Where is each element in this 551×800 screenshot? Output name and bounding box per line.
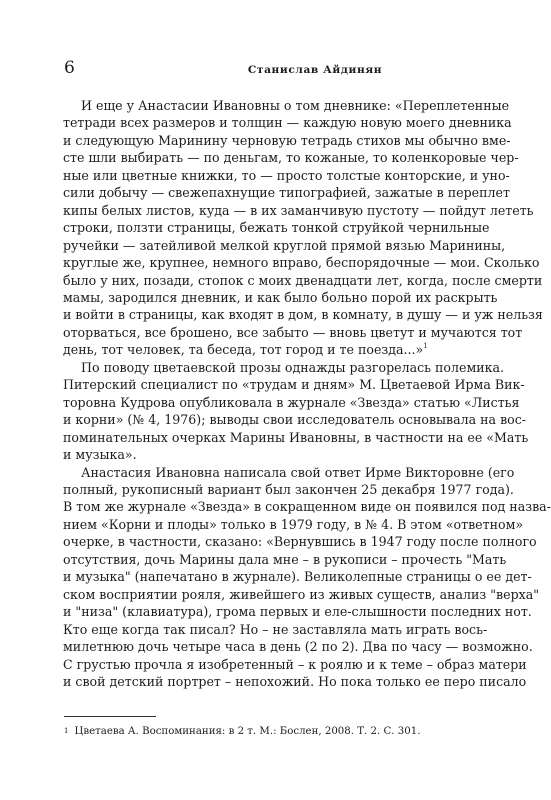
text-line: и следующую Маринину черновую тетрадь стихов мы обычно вме- bbox=[63, 132, 511, 148]
text-line: и музыка». bbox=[63, 447, 137, 463]
running-head: Станислав Айдинян bbox=[247, 64, 383, 76]
text-line: Питерский специалист по «трудам и дням» М. Цветаевой Ирма Вик- bbox=[63, 377, 525, 393]
text-line: и "низа" (клавиатура), грома первых и еле-слышности последних нот. bbox=[63, 604, 532, 620]
text-line: тетради всех размеров и толщин — каждую новую моего дневника bbox=[63, 115, 512, 131]
text-line: поминательных очерках Марины Ивановны, в частности на ее «Мать bbox=[63, 429, 529, 445]
text-line: ные или цветные книжки, то — просто толстые конторские, и уно- bbox=[63, 167, 510, 183]
text-line: оторваться, все брошено, все забыто — вновь цветут и мучаются тот bbox=[63, 324, 523, 340]
text-line: И еще у Анастасии Ивановны о том дневнике: «Переплетенные bbox=[81, 98, 510, 113]
footnote-text: Цветаева А. Воспоминания: в 2 т. М.: Бослен, 2008. Т. 2. С. 301. bbox=[74, 726, 421, 737]
text-line: ском восприятии рояля, живейшего из живых существ, анализ "верха" bbox=[63, 586, 540, 602]
footnote-reference[interactable]: 1 bbox=[423, 342, 428, 351]
text-line: и свой детский портрет – непохожий. Но пока только ее перо писало bbox=[63, 673, 527, 689]
text-line: Кто еще когда так писал? Но – не заставляла мать играть вось- bbox=[63, 621, 488, 637]
text-line: отсутствия, дочь Марины дала мне – в рукописи – прочесть "Мать bbox=[63, 551, 507, 567]
text-line: строки, ползти страницы, бежать тонкой струйкой чернильные bbox=[63, 220, 490, 236]
text-line: сили добычу — свежепахнущие типографией, зажатые в переплет bbox=[63, 185, 510, 201]
text-line: день, тот человек, та беседа, тот город и те поезда...» bbox=[63, 342, 424, 358]
page-number: 6 bbox=[64, 58, 75, 78]
text-line: и корни» (№ 4, 1976); выводы свои исследователь основывала на вос- bbox=[63, 412, 527, 428]
text-line: милетнюю дочь четыре часа в день (2 по 2). Два по часу — возможно. bbox=[63, 639, 533, 655]
body-text bbox=[63, 97, 551, 690]
text-line: и войти в страницы, как входят в дом, в комнату, в душу — и уж нельзя bbox=[63, 307, 543, 323]
text-line: очерке, в частности, сказано: «Вернувшись в 1947 году после полного bbox=[63, 534, 537, 550]
text-line: кипы белых листов, куда — в их заманчивую пустоту — пойдут лететь bbox=[63, 202, 534, 218]
text-line: торовна Кудрова опубликовала в журнале «Звезда» статью «Листья bbox=[63, 394, 520, 410]
text-line: круглые же, крупнее, немного вправо, беспорядочные — мои. Сколько bbox=[63, 255, 540, 271]
paragraph-1 bbox=[63, 97, 543, 359]
text-line: мамы, зародился дневник, и как было больно порой их раскрыть bbox=[63, 289, 498, 305]
footnote-mark: 1 bbox=[64, 727, 69, 735]
text-line: ручейки — затейливой мелкой круглой прямой вязью Маринины, bbox=[63, 237, 506, 253]
paragraph-3 bbox=[63, 464, 551, 691]
text-line: и музыка" (напечатано в журнале). Великолепные страницы о ее дет- bbox=[63, 569, 532, 585]
text-line: Анастасия Ивановна написала свой ответ Ирме Викторовне (его bbox=[81, 464, 515, 480]
text-line: В том же журнале «Звезда» в сокращенном виде он появился под назва- bbox=[63, 499, 551, 515]
paragraph-2 bbox=[63, 359, 529, 464]
text-line: было у них, позади, стопок с моих двенадцати лет, когда, после смерти bbox=[63, 272, 543, 288]
footnote-divider bbox=[64, 716, 156, 717]
text-line-last bbox=[63, 341, 455, 358]
text-line: нием «Корни и плоды» только в 1979 году, в № 4. В этом «ответном» bbox=[63, 516, 524, 532]
footnote bbox=[64, 725, 456, 738]
text-line: По поводу цветаевской прозы однажды разгорелась полемика. bbox=[81, 359, 505, 375]
text-line: сте шли выбирать — по деньгам, то кожаные, то коленкоровые чер- bbox=[63, 150, 519, 166]
text-line: С грустью прочла я изобретенный – к роялю и к теме – образ матери bbox=[63, 656, 527, 672]
text-line: полный, рукописный вариант был закончен 25 декабря 1977 года). bbox=[63, 481, 514, 497]
